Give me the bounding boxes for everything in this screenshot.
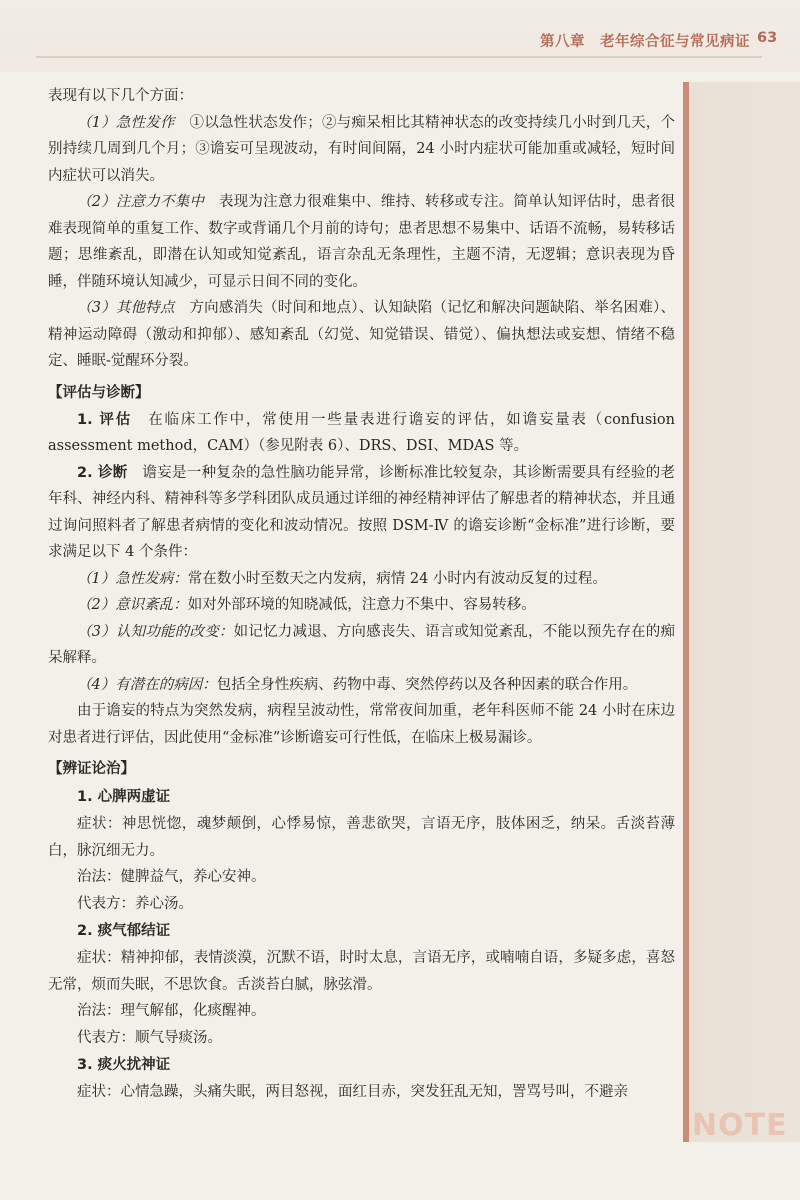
item-label: （1）急性发作 — [77, 114, 175, 131]
paragraph-assessment-summary: 由于谵妄的特点为突然发病，病程呈波动性，常常夜间加重，老年科医师不能 24 小时在床边对患者进行评估，因此使用“金标准”诊断谵妄可行性低，在临床上极易漏诊。 — [48, 703, 675, 746]
item-label: （2）注意力不集中 — [77, 194, 205, 210]
page-number: 63 — [757, 30, 778, 46]
tcm-pattern-2-title: 2. 痰气郁结证 — [77, 923, 171, 939]
tcm-pattern-1-symptoms: 症状：神思恍惚，魂梦颠倒，心悸易惊，善悲欲哭，言语无序，肢体困乏，纳呆。舌淡苔薄白，脉沉细无力。 — [48, 816, 675, 859]
tcm-pattern-3-symptoms: 症状：心情急躁，头痛失眠，两目怒视，面红目赤，突发狂乱无知，詈骂号叫，不避亲 — [77, 1084, 628, 1100]
paragraph-inattention: （2）注意力不集中 表现为注意力很难集中、维持、转移或专注。简单认知评估时，患者很难表现简单的重复工作、数字或背诵几个月前的诗句；患者思想不易集中、话语不流畅，易转移话题；思维紊乱，即潜在认知或知觉紊乱，语言杂乱无条理性，主题不清，无逻辑；意识表现为昏睡，伴随环境认知减少，可显示日间不同的变化。 — [48, 194, 676, 290]
tcm-pattern-2-method: 治法：理气解郁，化痰醒神。 — [77, 1003, 266, 1019]
running-head-chapter-title: 第八章 老年综合征与常见病证 — [540, 34, 750, 50]
tcm-pattern-2-symptoms: 症状：精神抑郁，表情淡漠，沉默不语，时时太息，言语无序，或喃喃自语，多疑多虑，喜怒无常，烦而失眠，不思饮食。舌淡苔白腻，脉弦滑。 — [48, 950, 675, 993]
header-divider — [36, 56, 762, 58]
paragraph-acute-onset: （1）急性发作 ①以急性状态发作；②与痴呆相比其精神状态的改变持续几小时到几天，个别持续几周到几个月；③谵妄可呈现波动，有时间间隔，24 小时内症状可能加重或减轻，短时间内症状可以消失。 — [48, 114, 676, 184]
note-margin-panel — [689, 82, 800, 1142]
paragraph-assessment: 1. 评估 在临床工作中，常使用一些量表进行谵妄的评估，如谵妄量表（confusion assessment method，CAM）（参见附表 6）、DRS、DSI、MDAS 等。 — [48, 411, 676, 454]
criterion-consciousness: （2）意识紊乱：如对外部环境的知晓减低，注意力不集中、容易转移。 — [77, 597, 536, 613]
criterion-etiology: （4）有潜在的病因：包括全身性疾病、药物中毒、突然停药以及各种因素的联合作用。 — [77, 676, 638, 693]
paragraph-other-features: （3）其他特点 方向感消失（时间和地点）、认知缺陷（记忆和解决问题缺陷、举名困难）、精神运动障碍（激动和抑郁）、感知紊乱（幻觉、知觉错误、错觉）、偏执想法或妄想、情绪不稳定、睡眠-觉醒环分裂。 — [48, 300, 676, 369]
section-heading-tcm: 【辨证论治】 — [48, 761, 135, 777]
tcm-pattern-1-formula: 代表方：养心汤。 — [77, 895, 193, 912]
body-text — [48, 83, 675, 1106]
paragraph-diagnosis: 2. 诊断 谵妄是一种复杂的急性脑功能异常，诊断标准比较复杂，其诊断需要具有经验的老年科、神经内科、精神科等多学科团队成员通过详细的神经精神评估了解患者的精神状态，并且通过询问照料者了解患者病情的变化和波动情况。按照 DSM-Ⅳ 的谵妄诊断“金标准”进行诊断，要求满足以下 4 个条件： — [48, 464, 676, 560]
note-badge: NOTE — [692, 1108, 788, 1143]
tcm-pattern-3-title: 3. 痰火扰神证 — [77, 1057, 171, 1073]
section-heading-assessment: 【评估与诊断】 — [48, 384, 150, 401]
item-label: （3）其他特点 — [77, 300, 175, 316]
criterion-acute-onset: （1）急性发病：常在数小时至数天之内发病，病情 24 小时内有波动反复的过程。 — [77, 570, 607, 587]
criterion-cognition: （3）认知功能的改变：如记忆力减退、方向感丧失、语言或知觉紊乱，不能以预先存在的痴呆解释。 — [48, 623, 675, 666]
tcm-pattern-1-title: 1. 心脾两虚证 — [77, 789, 171, 805]
tcm-pattern-2-formula: 代表方：顺气导痰汤。 — [77, 1029, 222, 1046]
intro-line: 表现有以下几个方面： — [48, 88, 193, 104]
tcm-pattern-1-method: 治法：健脾益气，养心安神。 — [77, 869, 266, 885]
